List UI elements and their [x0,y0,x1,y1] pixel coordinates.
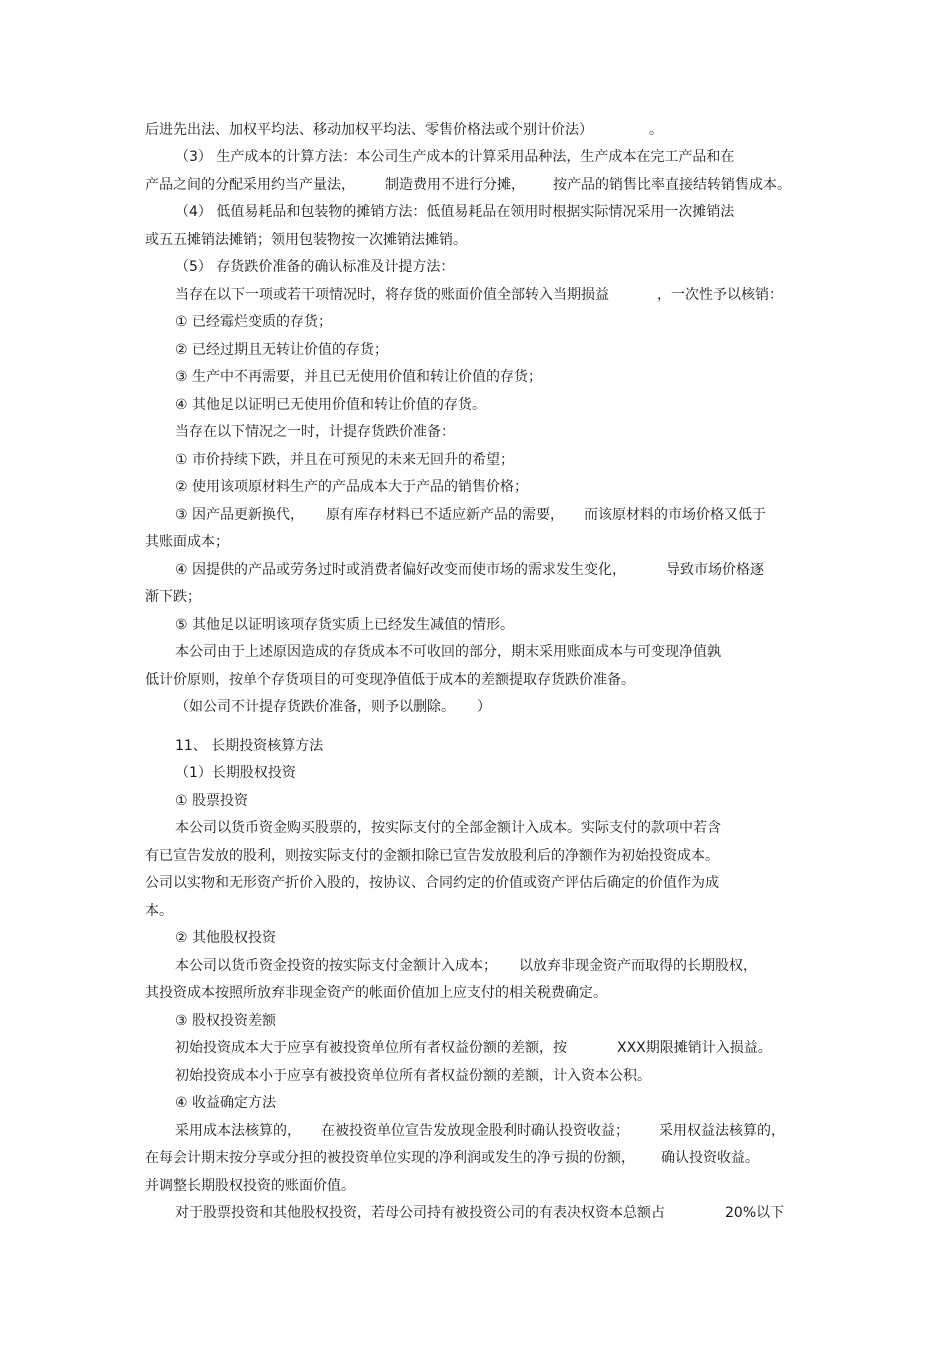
text-line: （4） 低值易耗品和包装物的摊销方法：低值易耗品在领用时根据实际情况采用一次摊销法 [175,204,735,220]
text-line: 本公司以货币资金投资的按实际支付金额计入成本； 以放弃非现金资产而取得的长期股权， [175,958,757,974]
text-line: 低计价原则，按单个存货项目的可变现净值低于成本的差额提取存货跌价准备。 [145,672,635,688]
text-line: （如公司不计提存货跌价准备，则予以删除。 ） [175,699,491,715]
text-line: ② 已经过期且无转让价值的存货； [175,342,389,358]
text-line: 并调整长期股权投资的账面价值。 [145,1178,355,1194]
text-line: ④ 因提供的产品或劳务过时或消费者偏好改变而使市场的需求发生变化， 导致市场价格逐 [175,562,764,578]
sub-heading: ① 股票投资 [175,793,249,809]
text-line: 后进先出法、加权平均法、移动加权平均法、零售价格法或个别计价法） 。 [145,122,663,138]
text-line: ② 使用该项原材料生产的产品成本大于产品的销售价格； [175,479,528,495]
text-line: 在每会计期末按分享或分担的被投资单位实现的净利润或发生的净亏损的份额， 确认投资收益。 [145,1150,759,1166]
text-line: ③ 生产中不再需要，并且已无使用价值和转让价值的存货； [175,369,542,385]
text-line: 当存在以下一项或若干项情况时，将存货的账面价值全部转入当期损益 ，一次性予以核销： [175,287,783,303]
text-line: 采用成本法核算的， 在被投资单位宣告发放现金股利时确认投资收益； 采用权益法核算的， [175,1123,785,1139]
text-line: 当存在以下情况之一时，计提存货跌价准备： [175,424,455,440]
text-line: 其投资成本按照所放弃非现金资产的帐面价值加上应支付的相关税费确定。 [145,985,607,1001]
text-line: 初始投资成本小于应享有被投资单位所有者权益份额的差额，计入资本公积。 [175,1068,651,1084]
text-line: ① 市价持续下跌，并且在可预见的未来无回升的希望； [175,452,514,468]
text-line: 或五五摊销法摊销；领用包装物按一次摊销法摊销。 [145,232,467,248]
text-line: （5） 存货跌价准备的确认标准及计提方法： [175,259,455,275]
text-line: ③ 因产品更新换代， 原有库存材料已不适应新产品的需要， 而该原材料的市场价格又低于 [175,507,767,523]
text-line: ④ 其他足以证明已无使用价值和转让价值的存货。 [175,397,486,413]
text-line: 本公司由于上述原因造成的存货成本不可收回的部分，期末采用账面成本与可变现净值孰 [175,644,721,660]
text-line: 公司以实物和无形资产折价入股的，按协议、合同约定的价值或资产评估后确定的价值作为成 [145,875,719,891]
text-line: 其账面成本； [145,534,229,550]
section-heading: 11、 长期投资核算方法 [175,738,324,754]
text-line: 本。 [145,903,173,919]
sub-heading: ② 其他股权投资 [175,930,277,946]
sub-heading: ③ 股权投资差额 [175,1013,277,1029]
text-line: 对于股票投资和其他股权投资，若母公司持有被投资公司的有表决权资本总额占 20%以下 [175,1205,785,1221]
sub-heading: ④ 收益确定方法 [175,1095,277,1111]
text-line: ① 已经霉烂变质的存货； [175,314,333,330]
text-line: 产品之间的分配采用约当产量法， 制造费用不进行分摊， 按产品的销售比率直接结转销售成本。 [145,177,791,193]
text-line: 本公司以货币资金购买股票的，按实际支付的全部金额计入成本。实际支付的款项中若含 [175,820,721,836]
text-line: ⑤ 其他足以证明该项存货实质上已经发生减值的情形。 [175,617,514,633]
text-line: 渐下跌； [145,589,201,605]
sub-heading: （1）长期股权投资 [175,765,296,781]
text-line: 初始投资成本大于应享有被投资单位所有者权益份额的差额，按 XXX期限摊销计入损益。 [175,1040,772,1056]
text-line: （3） 生产成本的计算方法：本公司生产成本的计算采用品种法，生产成本在完工产品和在 [175,149,735,165]
text-line: 有已宣告发放的股利，则按实际支付的金额扣除已宣告发放股利后的净额作为初始投资成本。 [145,848,719,864]
